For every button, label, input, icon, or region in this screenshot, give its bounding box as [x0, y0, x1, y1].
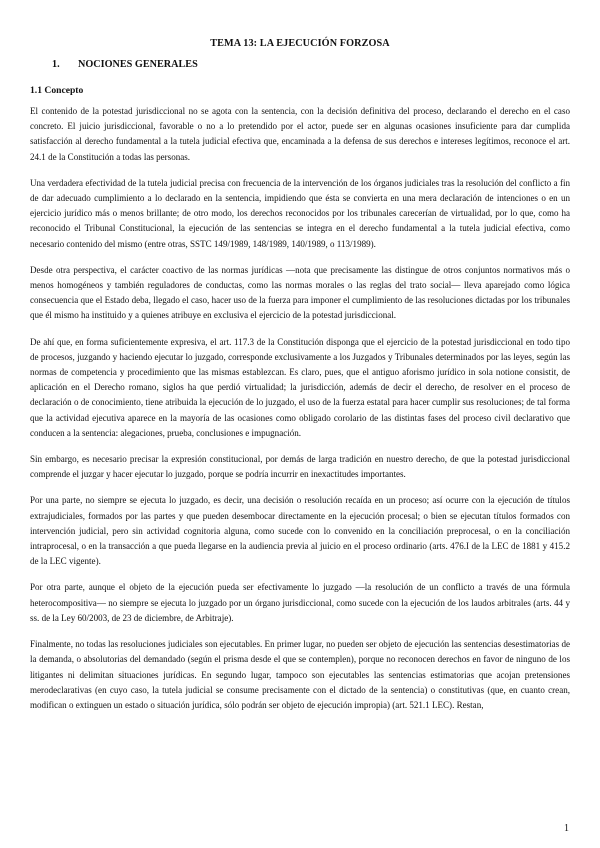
page-number: 1 [564, 823, 569, 834]
paragraph-4: De ahí que, en forma suficientemente expresiva, el art. 117.3 de la Constitución disponga que el ejercicio de la potestad jurisdiccional en todo tipo de procesos, juzgando y haciendo ejecutar lo juzgado, corresponde exclusivamente a los Juzgados y Tribunales determinados por las leyes, según las normas de competencia y procedimiento que las mismas establezcan. Es claro, pues, que el antiguo aforismo jurídico in sola notione consistit, de aplicación en el Derecho romano, siglos ha que perdió virtualidad; la jurisdicción, además de decir el derecho, de resolver en el proceso de declaración o de conocimiento, tiene atribuida la ejecución de lo juzgado, el uso de la fuerza estatal para hacer cumplir sus resoluciones; de tal forma que la actividad ejecutiva aparece en la mayoría de las ocasiones como obligado corolario de las distintas fases del proceso civil declarativo que conducen a la sentencia: alegaciones, prueba, conclusiones e impugnación. [30, 336, 570, 438]
paragraph-5: Sin embargo, es necesario precisar la expresión constitucional, por demás de larga tradición en nuestro derecho, de que la potestad jurisdiccional comprende el juzgar y hacer ejecutar lo juzgado, porque se podría incurrir en inexactitudes importantes. [30, 454, 570, 480]
paragraph-1: El contenido de la potestad jurisdiccional no se agota con la sentencia, con la decisión definitiva del proceso, declarando el derecho en el caso concreto. El juicio jurisdiccional, favorable o no a lo pretendido por el actor, puede ser en algunas ocasiones insuficiente para dar cumplida satisfacción al derecho fundamental a la tutela judicial efectiva que, encaminada a la defensa de sus derechos e intereses legítimos, reconoce el art. 24.1 de la Constitución a todas las personas. [30, 106, 570, 162]
paragraph-2: Una verdadera efectividad de la tutela judicial precisa con frecuencia de la intervención de los órganos judiciales tras la resolución del conflicto a fin de dar adecuado cumplimiento a lo declarado en la sentencia, impidiendo que ésta se convierta en una mera declaración de intenciones o en un ejercicio jurídico más o menos brillante; de otro modo, los derechos reconocidos por los tribunales carecerían de virtualidad, por lo que, como ha reconocido el Tribunal Constitucional, la ejecución de las sentencias se integra en el derecho fundamental a la tutela judicial efectiva, como necesario contenido del mismo (entre otras, SSTC 149/1989, 148/1989, 140/1989, o 113/1989). [30, 177, 570, 249]
section-title: NOCIONES GENERALES [78, 59, 198, 70]
document-title: TEMA 13: LA EJECUCIÓN FORZOSA [210, 38, 390, 49]
paragraph-6: Por una parte, no siempre se ejecuta lo juzgado, es decir, una decisión o resolución recaída en un proceso; así ocurre con la ejecución de títulos extrajudiciales, formados por las partes y que pueden desembocar directamente en la ejecución procesal; o bien se ejecutan títulos formados con intervención judicial, pero sin actividad cognitoria alguna, como sucede con lo convenido en la conciliación preprocesal, o en la conciliación intraprocesal, o en la transacción a que pueda llegarse en la audiencia previa al juicio en el proceso ordinario (arts. 476.I de la LEC de 1881 y 415.2 de la LEC vigente). [30, 495, 570, 567]
paragraph-3: Desde otra perspectiva, el carácter coactivo de las normas jurídicas —nota que precisamente las distingue de otros conjuntos normativos más o menos homogéneos y también reguladores de conductas, como las normas morales o las reglas del trato social— lleva aparejado como lógica consecuencia que el Estado deba, llegado el caso, hacer uso de la fuerza para imponer el cumplimiento de las resoluciones dictadas por los tribunales que él mismo ha instituido y a quienes atribuye en exclusiva el ejercicio de la potestad jurisdiccional. [30, 264, 570, 321]
section-heading [52, 59, 570, 70]
paragraph-7: Por otra parte, aunque el objeto de la ejecución pueda ser efectivamente lo juzgado —la resolución de un conflicto a través de una fórmula heterocompositiva— no siempre se ejecuta lo juzgado por un órgano jurisdiccional, como sucede con la ejecución de los laudos arbitrales (arts. 44 y ss. de la Ley 60/2003, de 23 de diciembre, de Arbitraje). [30, 582, 570, 623]
section-number: 1. [52, 59, 60, 70]
paragraph-8: Finalmente, no todas las resoluciones judiciales son ejecutables. En primer lugar, no pueden ser objeto de ejecución las sentencias desestimatorias de la demanda, o absolutorias del demandado (según el prisma desde el que se contemplen), porque no reconocen derechos en favor de ninguno de los litigantes ni delimitan situaciones jurídicas. En segundo lugar, tampoco son ejecutables las sentencias estimatorias que acojan pretensiones merodeclarativas (en cuyo caso, la tutela judicial se consume precisamente con el dictado de la sentencia) o constitutivas (que, en cuanto crean, modifican o extinguen un estado o situación jurídica, sólo podrán ser objeto de ejecución impropia) (art. 521.1 LEC). Restan, [30, 639, 570, 710]
subsection-heading: 1.1 Concepto [30, 85, 84, 96]
